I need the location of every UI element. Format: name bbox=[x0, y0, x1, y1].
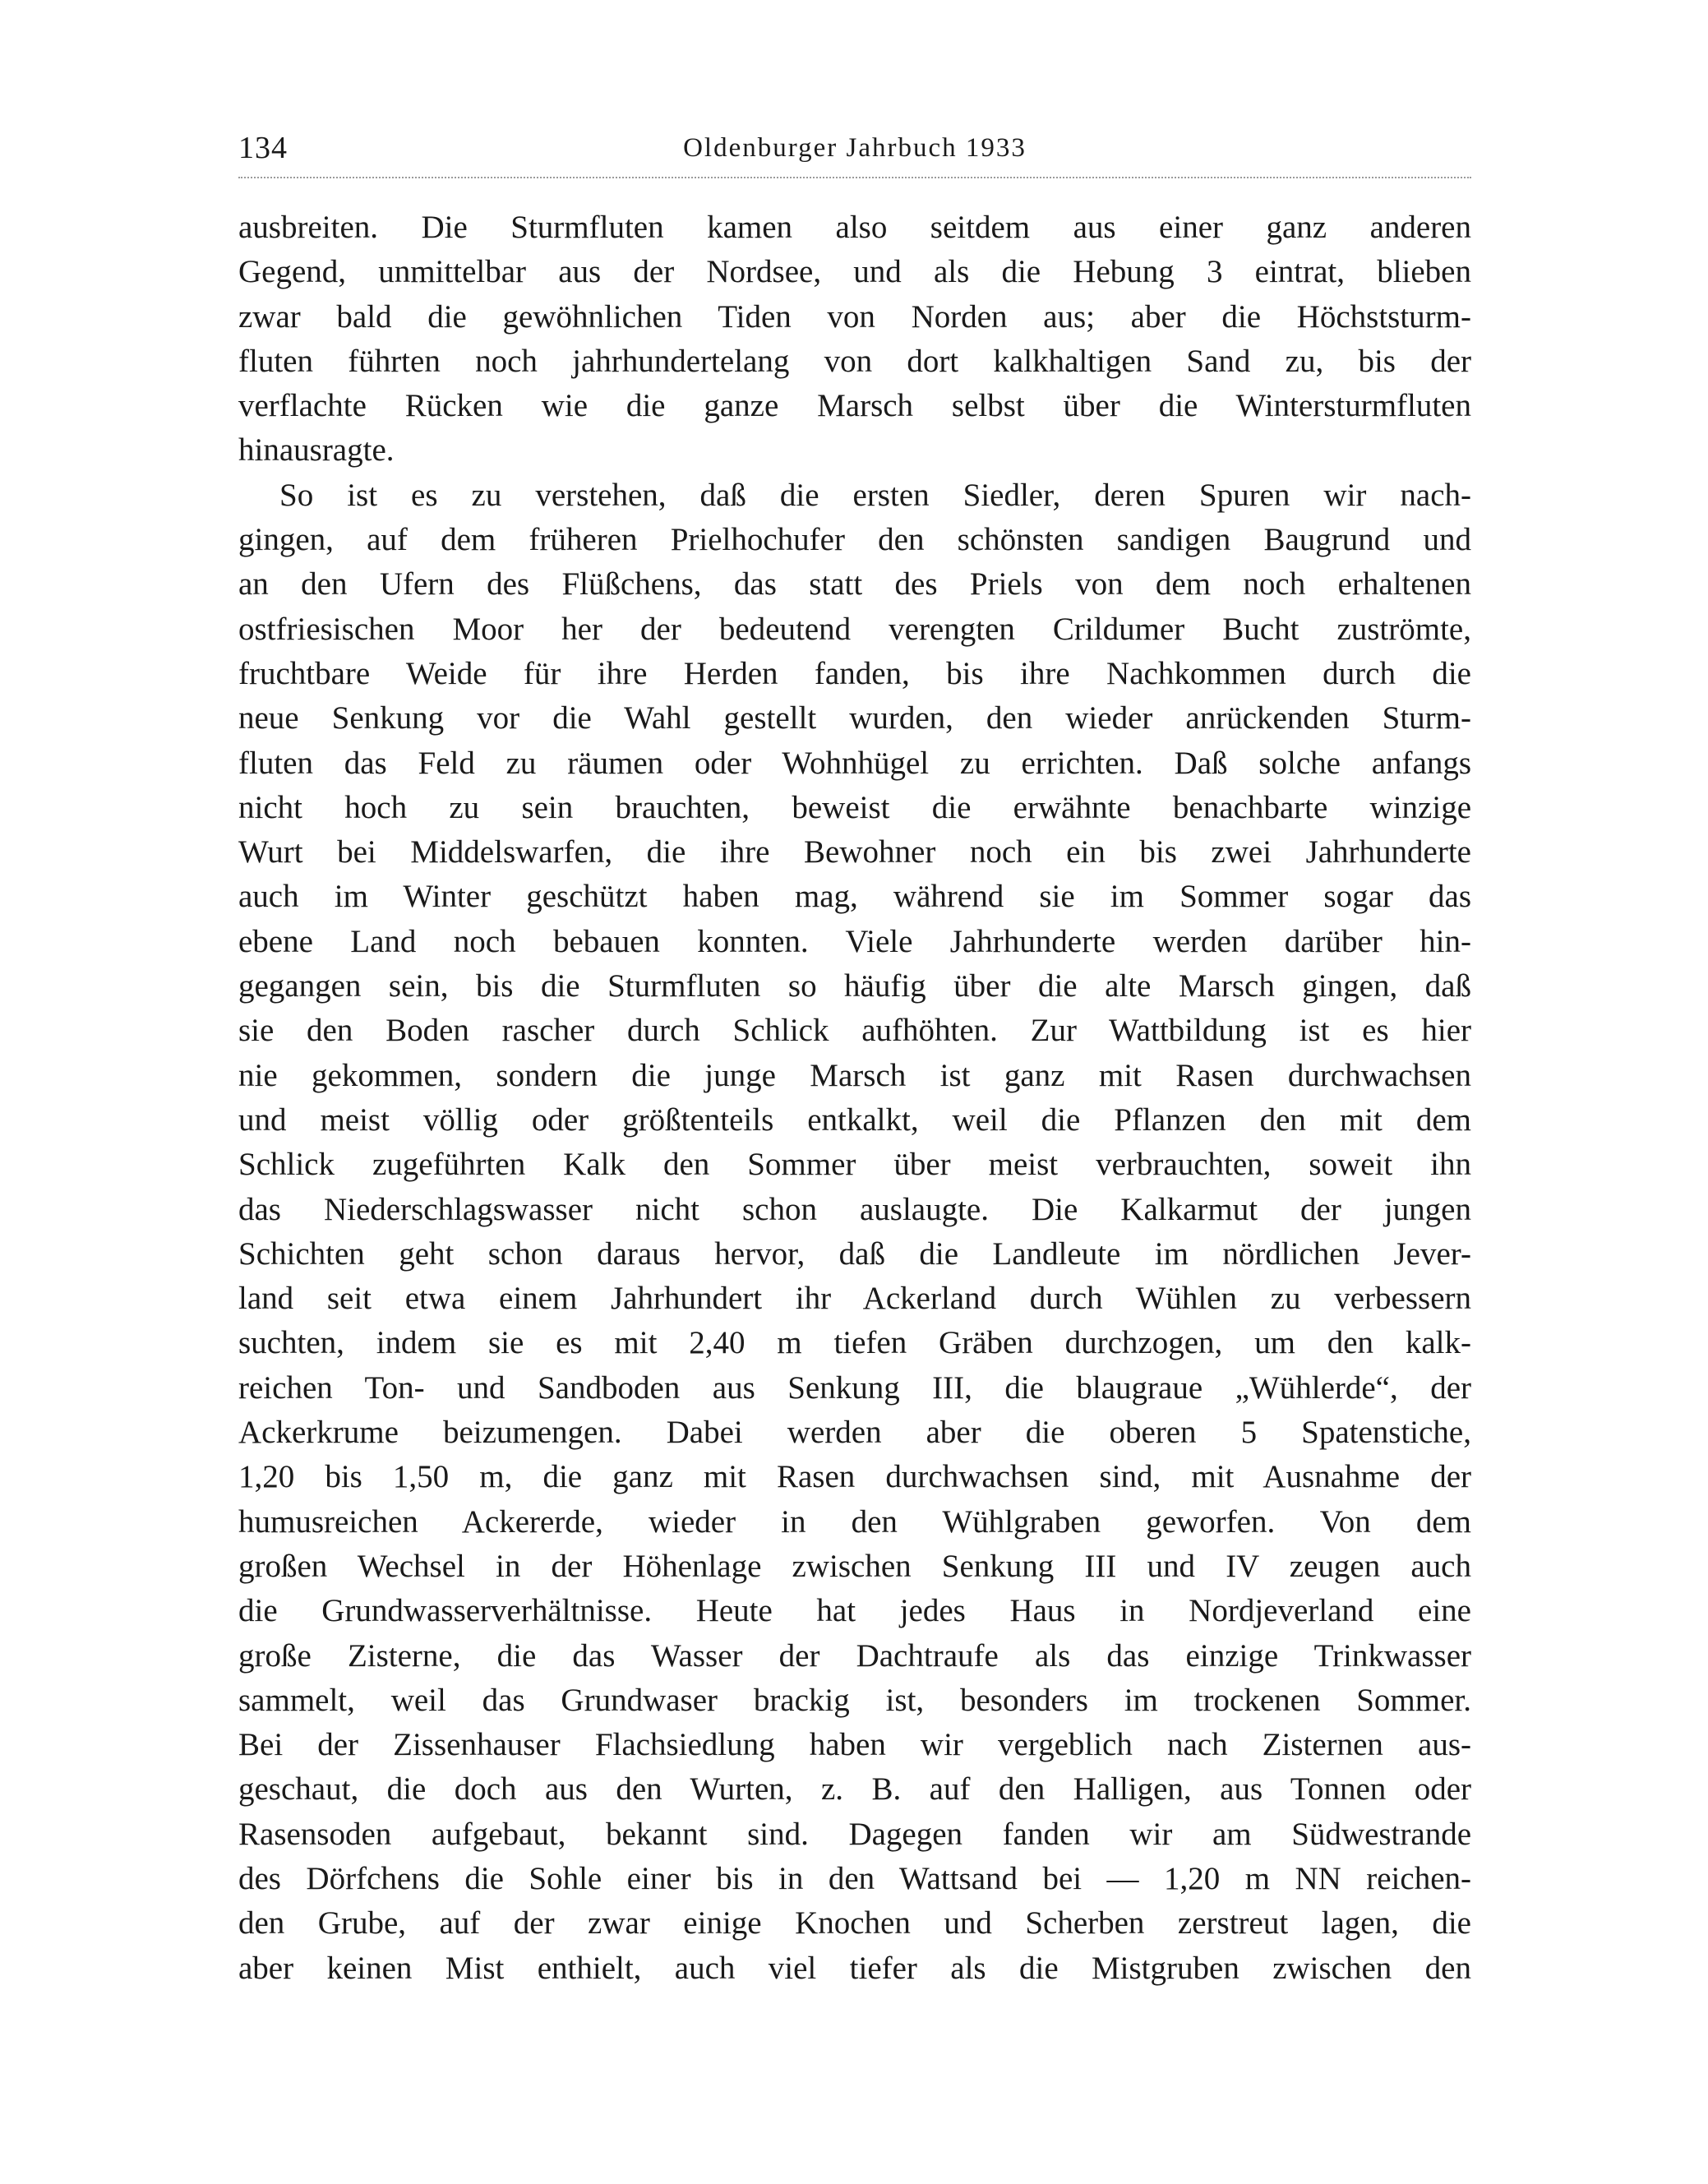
text-line: Bei der Zissenhauser Flachsiedlung haben wir vergeblich nach Zisternen aus- bbox=[238, 1727, 1471, 1763]
text-line: gingen, auf dem früheren Prielhochufer den schönsten sandigen Baugrund und bbox=[238, 522, 1471, 558]
text-line: aber keinen Mist enthielt, auch viel tiefer als die Mistgruben zwischen den bbox=[238, 1950, 1471, 1986]
text-line: 1,20 bis 1,50 m, die ganz mit Rasen durchwachsen sind, mit Ausnahme der bbox=[238, 1459, 1471, 1495]
text-line: gegangen sein, bis die Sturmfluten so häufig über die alte Marsch gingen, daß bbox=[238, 968, 1471, 1004]
text-line: die Grundwasserverhältnisse. Heute hat jedes Haus in Nordjeverland eine bbox=[238, 1593, 1471, 1629]
text-line: reichen Ton- und Sandboden aus Senkung III, die blaugraue „Wühlerde“, der bbox=[238, 1369, 1471, 1406]
page-number: 134 bbox=[238, 131, 288, 165]
text-line: nicht hoch zu sein brauchten, beweist die erwähnte benachbarte winzige bbox=[238, 789, 1471, 825]
text-line: land seit etwa einem Jahrhundert ihr Ackerland durch Wühlen zu verbessern bbox=[238, 1281, 1471, 1317]
text-line: des Dörfchens die Sohle einer bis in den Wattsand bei — 1,20 m NN reichen- bbox=[238, 1860, 1471, 1896]
text-line: große Zisterne, die das Wasser der Dachtraufe als das einzige Trinkwasser bbox=[238, 1637, 1471, 1674]
text-line: fruchtbare Weide für ihre Herden fanden, bis ihre Nachkommen durch die bbox=[238, 655, 1471, 691]
text-line: geschaut, die doch aus den Wurten, z. B. auf den Halligen, aus Tonnen oder bbox=[238, 1771, 1471, 1808]
text-line: Ackerkrume beizumengen. Dabei werden aber die oberen 5 Spatenstiche, bbox=[238, 1415, 1471, 1451]
journal-title: Oldenburger Jahrbuch 1933 bbox=[683, 133, 1027, 163]
text-line: das Niederschlagswasser nicht schon auslaugte. Die Kalkarmut der jungen bbox=[238, 1191, 1471, 1227]
running-head bbox=[238, 123, 1471, 173]
text-line: sammelt, weil das Grundwaser brackig ist, besonders im trockenen Sommer. bbox=[238, 1682, 1471, 1718]
text-line: nie gekommen, sondern die junge Marsch ist ganz mit Rasen durchwachsen bbox=[238, 1057, 1471, 1093]
text-line: verflachte Rücken wie die ganze Marsch selbst über die Wintersturmfluten bbox=[238, 388, 1471, 424]
text-line: fluten führten noch jahrhundertelang von dort kalkhaltigen Sand zu, bis der bbox=[238, 343, 1471, 379]
text-line: zwar bald die gewöhnlichen Tiden von Norden aus; aber die Höchststurm- bbox=[238, 298, 1471, 335]
text-line: Wurt bei Middelswarfen, die ihre Bewohner noch ein bis zwei Jahrhunderte bbox=[238, 834, 1471, 870]
text-line: Rasensoden aufgebaut, bekannt sind. Dagegen fanden wir am Südwestrande bbox=[238, 1816, 1471, 1852]
text-line: neue Senkung vor die Wahl gestellt wurden, den wieder anrückenden Sturm- bbox=[238, 700, 1471, 736]
text-line: Gegend, unmittelbar aus der Nordsee, und als die Hebung 3 eintrat, blieben bbox=[238, 254, 1471, 290]
text-line: Schlick zugeführten Kalk den Sommer über meist verbrauchten, soweit ihn bbox=[238, 1147, 1471, 1183]
text-line: So ist es zu verstehen, daß die ersten Siedler, deren Spuren wir nach- bbox=[279, 477, 1471, 513]
text-line: humusreichen Ackererde, wieder in den Wühlgraben geworfen. Von dem bbox=[238, 1503, 1471, 1540]
body-text bbox=[238, 205, 1471, 1991]
text-line: an den Ufern des Flüßchens, das statt des Priels von dem noch erhaltenen bbox=[238, 566, 1471, 603]
text-line: auch im Winter geschützt haben mag, während sie im Sommer sogar das bbox=[238, 879, 1471, 915]
text-line: fluten das Feld zu räumen oder Wohnhügel zu errichten. Daß solche anfangs bbox=[238, 745, 1471, 781]
text-line: sie den Boden rascher durch Schlick aufhöhten. Zur Wattbildung ist es hier bbox=[238, 1013, 1471, 1049]
text-line: ausbreiten. Die Sturmfluten kamen also seitdem aus einer ganz anderen bbox=[238, 210, 1471, 245]
text-line: hinausragte. bbox=[238, 432, 395, 469]
paragraph bbox=[238, 205, 1471, 473]
text-line: und meist völlig oder größtenteils entkalkt, weil die Pflanzen den mit dem bbox=[238, 1101, 1471, 1138]
header-rule bbox=[238, 177, 1471, 178]
text-line: den Grube, auf der zwar einige Knochen und Scherben zerstreut lagen, die bbox=[238, 1905, 1471, 1942]
text-line: ebene Land noch bebauen konnten. Viele Jahrhunderte werden darüber hin- bbox=[238, 923, 1471, 959]
text-line: ostfriesischen Moor her der bedeutend verengten Crildumer Bucht zuströmte, bbox=[238, 611, 1471, 647]
text-line: Schichten geht schon daraus hervor, daß die Landleute im nördlichen Jever- bbox=[238, 1235, 1471, 1272]
paragraph bbox=[238, 473, 1471, 1991]
text-line: großen Wechsel in der Höhenlage zwischen Senkung III und IV zeugen auch bbox=[238, 1548, 1471, 1584]
text-line: suchten, indem sie es mit 2,40 m tiefen Gräben durchzogen, um den kalk- bbox=[238, 1325, 1471, 1361]
